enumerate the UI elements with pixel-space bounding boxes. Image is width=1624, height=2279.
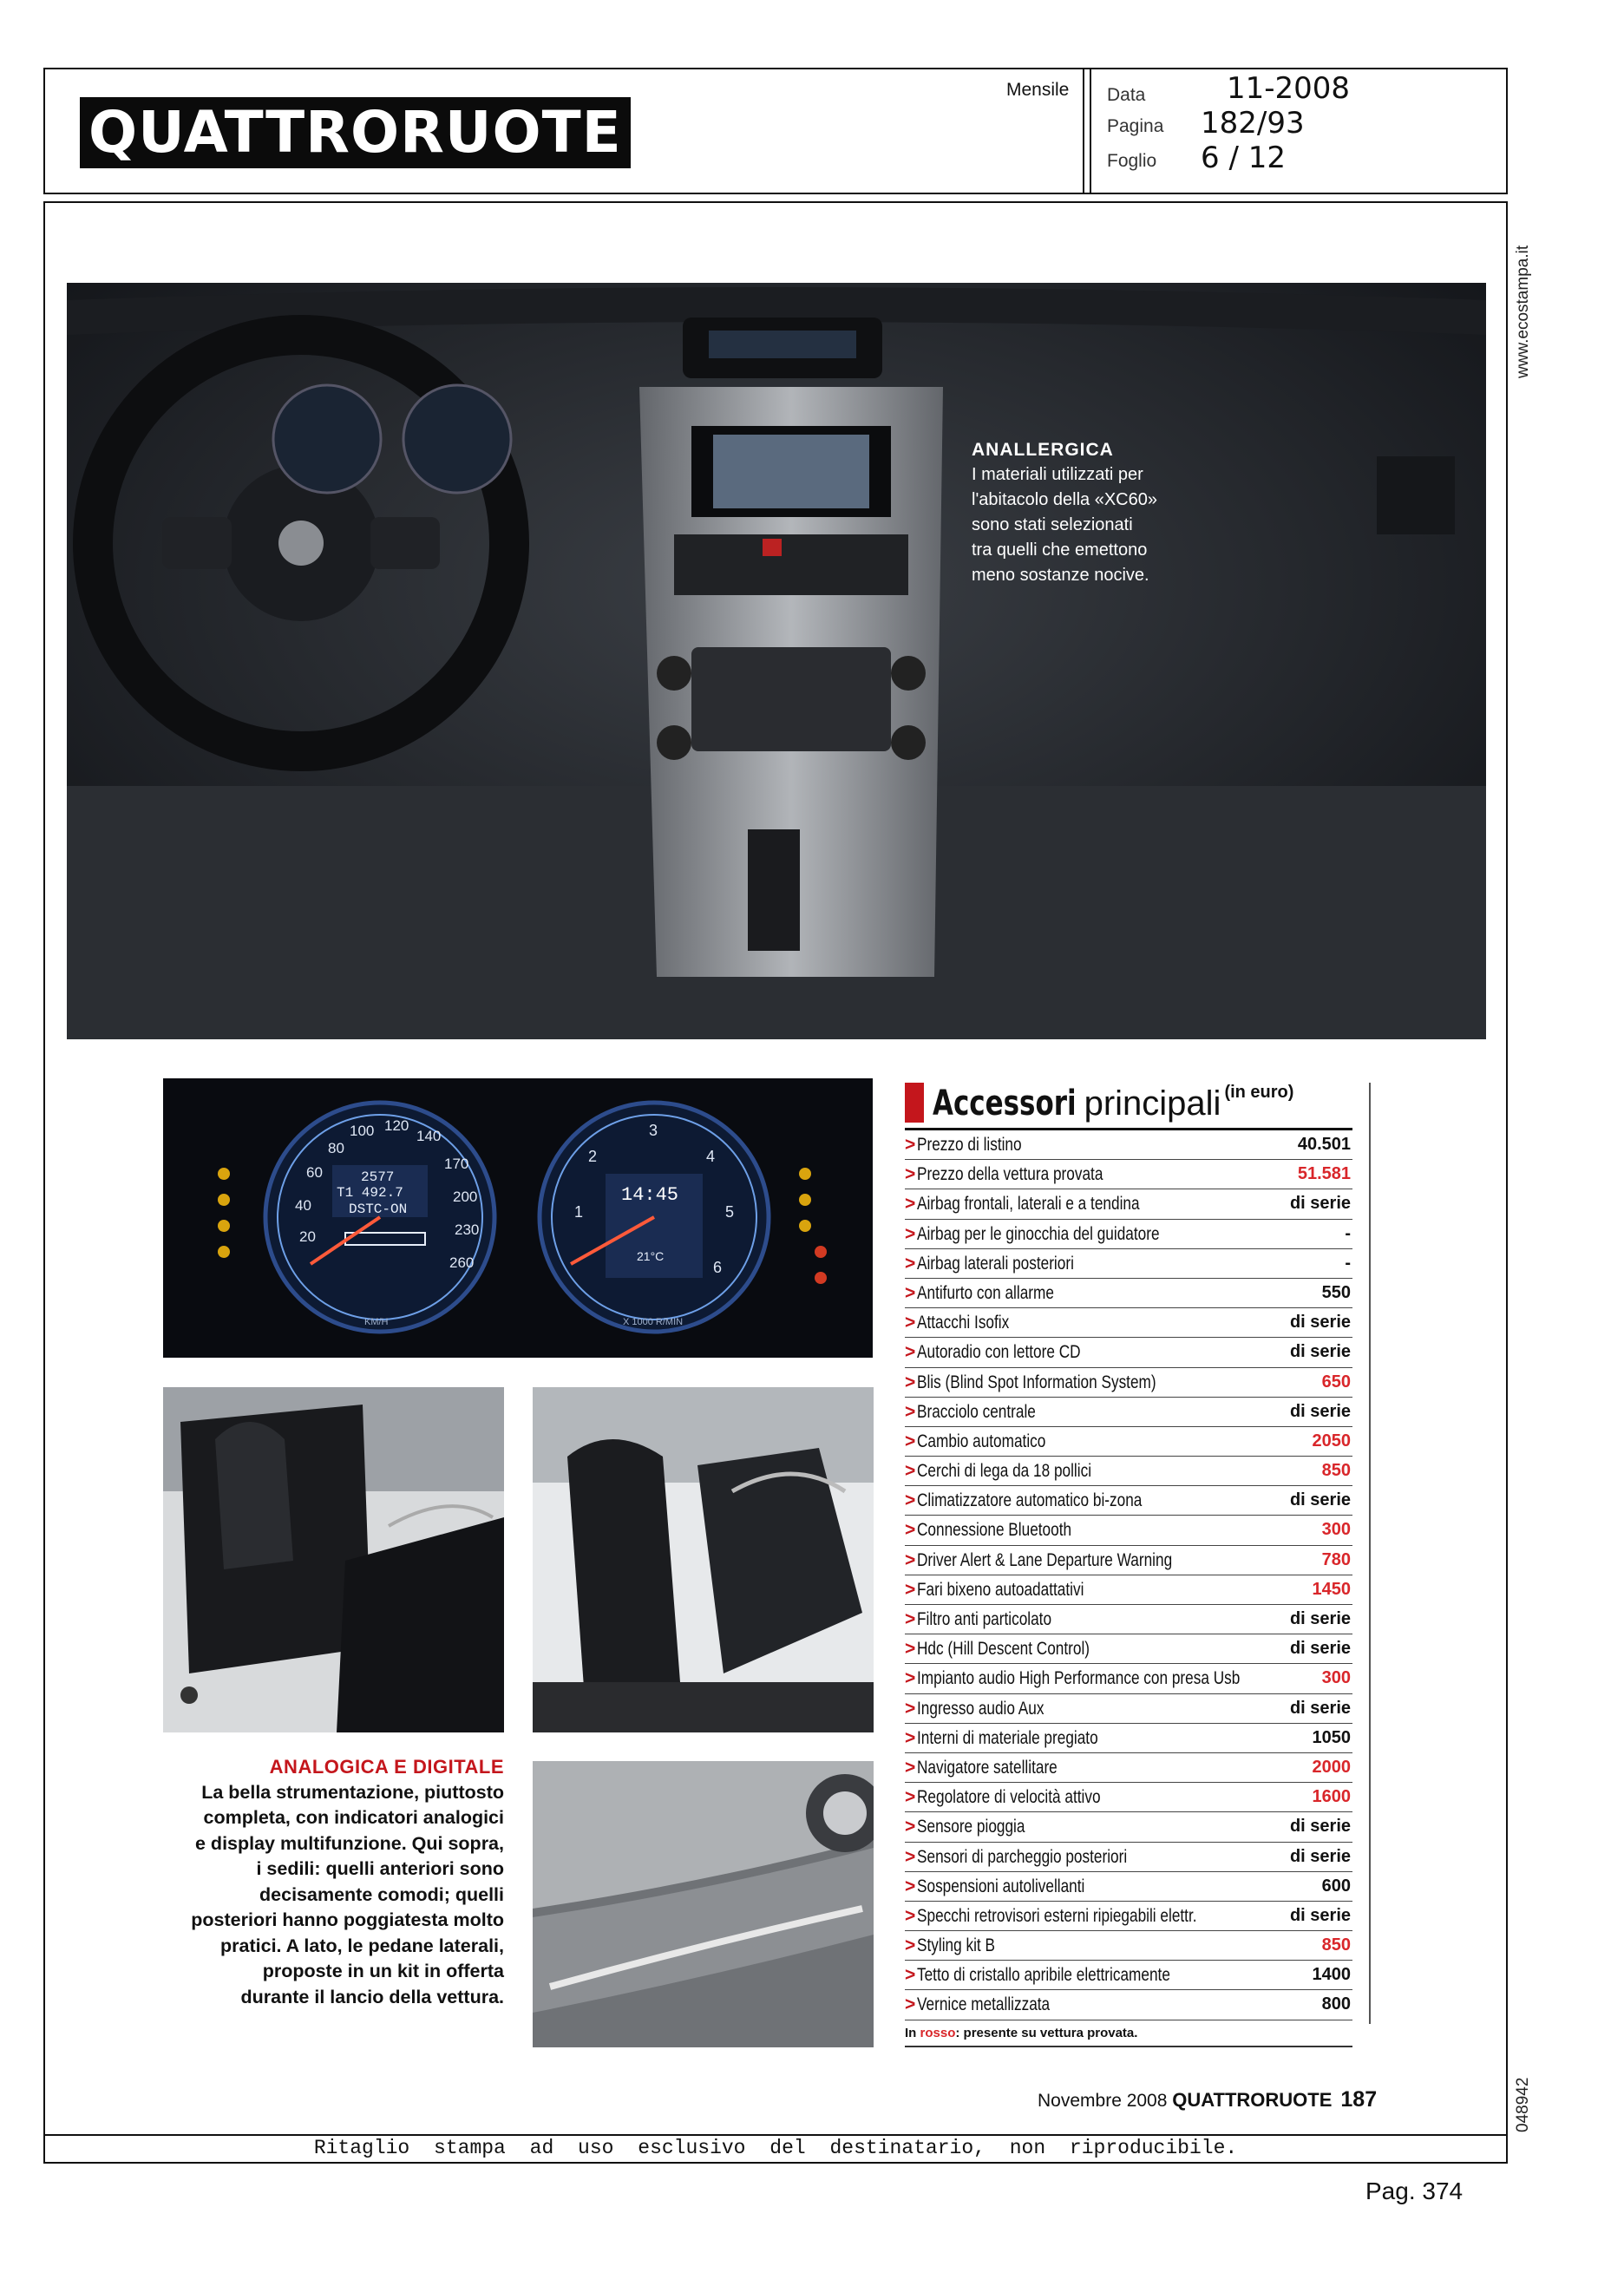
accessory-name: Navigatore satellitare bbox=[917, 1757, 1058, 1778]
side-code-text: 048942 bbox=[1514, 2077, 1532, 2132]
note-red-word: rosso bbox=[920, 2025, 956, 2040]
rpm-label: 1 bbox=[574, 1203, 584, 1221]
row-arrow-icon: > bbox=[905, 1461, 916, 1482]
temperature-display: 21°C bbox=[637, 1249, 665, 1263]
accessory-name: Attacchi Isofix bbox=[917, 1313, 1010, 1333]
speed-label: 140 bbox=[416, 1128, 442, 1144]
row-arrow-icon: > bbox=[905, 1342, 916, 1363]
row-arrow-icon: > bbox=[905, 1965, 916, 1986]
trip-meter: T1 492.7 bbox=[337, 1185, 403, 1201]
side-url-text: www.ecostampa.it bbox=[1514, 245, 1532, 378]
side-code bbox=[1511, 2065, 1534, 2134]
odometer: 2577 bbox=[361, 1169, 395, 1185]
row-arrow-icon: > bbox=[905, 1787, 916, 1808]
row-arrow-icon: > bbox=[905, 1994, 916, 2015]
accessory-row bbox=[905, 1664, 1352, 1693]
rpm-label: 6 bbox=[713, 1259, 723, 1276]
note-prefix: In bbox=[905, 2025, 917, 2040]
title-red-marker bbox=[905, 1083, 924, 1123]
row-arrow-icon: > bbox=[905, 1282, 916, 1303]
row-arrow-icon: > bbox=[905, 1372, 916, 1392]
accessory-price: 850 bbox=[1321, 1461, 1351, 1481]
issue-footer bbox=[1038, 2087, 1377, 2112]
accessory-price: 550 bbox=[1321, 1282, 1351, 1302]
accessory-row bbox=[905, 1961, 1352, 1990]
accessory-name: Airbag laterali posteriori bbox=[917, 1253, 1075, 1274]
page-label: Pagina bbox=[1107, 116, 1164, 136]
accessory-price: 300 bbox=[1321, 1668, 1351, 1688]
accessory-row bbox=[905, 1516, 1352, 1545]
dashboard-caption-line: sono stati selezionati bbox=[972, 515, 1133, 534]
speed-label: 230 bbox=[455, 1221, 480, 1238]
header-divider bbox=[1090, 68, 1091, 194]
speed-label: 170 bbox=[444, 1156, 469, 1172]
row-arrow-icon: > bbox=[905, 1727, 916, 1748]
accessory-row bbox=[905, 1220, 1352, 1249]
accessory-price: di serie bbox=[1289, 1401, 1351, 1421]
accessory-price: di serie bbox=[1289, 1846, 1351, 1866]
sheet-label: Foglio bbox=[1107, 151, 1157, 171]
accessory-price: 600 bbox=[1321, 1876, 1351, 1896]
accessory-row bbox=[905, 1486, 1352, 1516]
row-arrow-icon: > bbox=[905, 1698, 916, 1719]
quattroruote-logo: QUATTRORUOTE bbox=[80, 97, 631, 168]
accessory-name: Tetto di cristallo apribile elettricamente bbox=[917, 1965, 1171, 1986]
side-url bbox=[1511, 215, 1534, 380]
accessory-row bbox=[905, 1338, 1352, 1367]
accessory-name: Airbag frontali, laterali e a tendina bbox=[917, 1194, 1140, 1215]
accessory-name: Antifurto con allarme bbox=[917, 1282, 1055, 1303]
accessory-price: di serie bbox=[1289, 1313, 1351, 1333]
dstc-status: DSTC-ON bbox=[349, 1202, 408, 1217]
issue-month: Novembre 2008 bbox=[1038, 2091, 1168, 2111]
accessories-title-bold: Accessori bbox=[933, 1084, 1077, 1123]
row-arrow-icon: > bbox=[905, 1490, 916, 1511]
accessory-row bbox=[905, 1931, 1352, 1961]
accessory-name: Hdc (Hill Descent Control) bbox=[917, 1639, 1090, 1660]
accessories-note bbox=[905, 2026, 1352, 2040]
dashboard-caption-title: ANALLERGICA bbox=[972, 440, 1114, 460]
accessory-name: Fari bixeno autoadattativi bbox=[917, 1579, 1084, 1600]
front-seats-photo bbox=[533, 1387, 874, 1732]
footer-rule bbox=[43, 2134, 1508, 2136]
instruments-caption-line: proposte in un kit in offerta bbox=[262, 1961, 504, 1981]
issue-page: 187 bbox=[1340, 2087, 1378, 2112]
table-bottom-rule bbox=[905, 2046, 1352, 2047]
accessory-price: di serie bbox=[1289, 1639, 1351, 1659]
row-arrow-icon: > bbox=[905, 1194, 916, 1215]
instruments-caption-line: i sedili: quelli anteriori sono bbox=[256, 1858, 504, 1879]
row-arrow-icon: > bbox=[905, 1520, 916, 1541]
running-board-photo bbox=[533, 1761, 874, 2047]
row-arrow-icon: > bbox=[905, 1817, 916, 1837]
accessory-row bbox=[905, 1160, 1352, 1189]
dashboard-caption bbox=[972, 437, 1232, 588]
accessory-price: di serie bbox=[1289, 1817, 1351, 1837]
instruments-caption-line: La bella strumentazione, piuttosto bbox=[201, 1781, 504, 1803]
accessory-row bbox=[905, 1189, 1352, 1219]
accessory-price: - bbox=[1345, 1223, 1351, 1243]
row-arrow-icon: > bbox=[905, 1223, 916, 1244]
speed-label: 200 bbox=[453, 1189, 478, 1205]
accessory-name: Connessione Bluetooth bbox=[917, 1520, 1072, 1541]
instruments-caption bbox=[161, 1754, 504, 2010]
accessory-price: 51.581 bbox=[1297, 1164, 1351, 1184]
row-arrow-icon: > bbox=[905, 1668, 916, 1689]
instruments-caption-line: durante il lancio della vettura. bbox=[240, 1986, 504, 2007]
accessory-name: Impianto audio High Performance con presa Usb bbox=[917, 1668, 1241, 1689]
speed-label: 60 bbox=[306, 1164, 323, 1181]
accessory-price: 650 bbox=[1321, 1372, 1351, 1392]
rpm-unit: X 1000 R/MIN bbox=[623, 1317, 684, 1327]
accessory-name: Blis (Blind Spot Information System) bbox=[917, 1372, 1156, 1392]
accessories-title bbox=[905, 1083, 1352, 1124]
accessory-row bbox=[905, 1308, 1352, 1338]
accessory-price: di serie bbox=[1289, 1342, 1351, 1362]
accessory-price: 40.501 bbox=[1297, 1135, 1351, 1154]
accessory-name: Prezzo di listino bbox=[917, 1135, 1022, 1155]
accessory-row bbox=[905, 1575, 1352, 1605]
row-arrow-icon: > bbox=[905, 1609, 916, 1629]
speed-label: 100 bbox=[350, 1123, 375, 1139]
table-right-rule bbox=[1369, 1083, 1371, 2024]
page-value: 182/93 bbox=[1201, 106, 1305, 141]
accessory-row bbox=[905, 1605, 1352, 1634]
accessory-price: 1450 bbox=[1312, 1579, 1351, 1599]
accessory-row bbox=[905, 1843, 1352, 1872]
row-arrow-icon: > bbox=[905, 1135, 916, 1155]
accessory-price: - bbox=[1345, 1253, 1351, 1273]
accessory-row bbox=[905, 1279, 1352, 1308]
accessory-name: Autoradio con lettore CD bbox=[917, 1342, 1081, 1363]
accessory-price: 800 bbox=[1321, 1994, 1351, 2014]
accessory-name: Cerchi di lega da 18 pollici bbox=[917, 1461, 1092, 1482]
dashboard-caption-line: l'abitacolo della «XC60» bbox=[972, 490, 1157, 509]
date-value: 11-2008 bbox=[1227, 71, 1351, 106]
accessories-title-light: principali bbox=[1084, 1084, 1221, 1123]
accessory-price: di serie bbox=[1289, 1609, 1351, 1628]
accessory-row bbox=[905, 1427, 1352, 1457]
accessory-row bbox=[905, 1990, 1352, 2020]
row-arrow-icon: > bbox=[905, 1431, 916, 1451]
rpm-label: 4 bbox=[706, 1148, 716, 1165]
accessory-row bbox=[905, 1694, 1352, 1724]
accessory-name: Ingresso audio Aux bbox=[917, 1698, 1044, 1719]
accessory-row bbox=[905, 1249, 1352, 1279]
dashboard-caption-line: meno sostanze nocive. bbox=[972, 566, 1149, 585]
rpm-label: 2 bbox=[588, 1148, 598, 1165]
accessory-row bbox=[905, 1130, 1352, 1160]
accessories-rows bbox=[905, 1130, 1352, 2020]
accessory-row bbox=[905, 1753, 1352, 1783]
speed-label: 80 bbox=[328, 1140, 344, 1156]
accessory-name: Specchi retrovisori esterni ripiegabili elettr. bbox=[917, 1905, 1197, 1926]
accessory-price: di serie bbox=[1289, 1490, 1351, 1510]
accessory-row bbox=[905, 1902, 1352, 1931]
accessory-price: 1400 bbox=[1312, 1965, 1351, 1985]
accessory-name: Sensore pioggia bbox=[917, 1817, 1025, 1837]
instrument-cluster-photo bbox=[163, 1078, 873, 1358]
accessory-price: di serie bbox=[1289, 1194, 1351, 1214]
row-arrow-icon: > bbox=[905, 1876, 916, 1896]
clock-display: 14:45 bbox=[621, 1184, 679, 1206]
footer-note: Ritaglio stampa ad uso esclusivo del destinatario, non riproducibile. bbox=[313, 2137, 1238, 2159]
accessory-name: Filtro anti particolato bbox=[917, 1609, 1052, 1629]
instruments-caption-line: completa, con indicatori analogici bbox=[203, 1807, 504, 1828]
periodicity-label: Mensile bbox=[1006, 80, 1070, 100]
accessory-name: Climatizzatore automatico bi-zona bbox=[917, 1490, 1143, 1511]
row-arrow-icon: > bbox=[905, 1757, 916, 1778]
accessory-name: Regolatore di velocità attivo bbox=[917, 1787, 1101, 1808]
row-arrow-icon: > bbox=[905, 1935, 916, 1956]
page-number: Pag. 374 bbox=[1365, 2177, 1464, 2204]
accessory-name: Styling kit B bbox=[917, 1935, 996, 1956]
accessory-row bbox=[905, 1634, 1352, 1664]
accessory-price: 300 bbox=[1321, 1520, 1351, 1540]
accessories-title-unit: (in euro) bbox=[1224, 1083, 1294, 1102]
note-suffix: : presente su vettura provata. bbox=[955, 2025, 1138, 2040]
row-arrow-icon: > bbox=[905, 1579, 916, 1600]
issue-magazine: QUATTRORUOTE bbox=[1172, 2089, 1333, 2111]
instruments-caption-line: e display multifunzione. Qui sopra, bbox=[195, 1832, 504, 1854]
row-arrow-icon: > bbox=[905, 1401, 916, 1422]
accessory-row bbox=[905, 1724, 1352, 1753]
speed-label: 260 bbox=[449, 1254, 475, 1271]
accessories-table bbox=[905, 1083, 1352, 2047]
accessory-name: Interni di materiale pregiato bbox=[917, 1727, 1098, 1748]
row-arrow-icon: > bbox=[905, 1313, 916, 1333]
date-label: Data bbox=[1107, 85, 1146, 105]
instruments-caption-title: ANALOGICA E DIGITALE bbox=[269, 1756, 504, 1778]
rpm-label: 3 bbox=[649, 1122, 658, 1139]
accessory-price: 2050 bbox=[1312, 1431, 1351, 1451]
row-arrow-icon: > bbox=[905, 1905, 916, 1926]
accessory-name: Sospensioni autolivellanti bbox=[917, 1876, 1085, 1896]
accessory-name: Driver Alert & Lane Departure Warning bbox=[917, 1549, 1173, 1570]
accessory-price: 1050 bbox=[1312, 1727, 1351, 1747]
accessory-name: Vernice metallizzata bbox=[917, 1994, 1051, 2015]
speed-label: 120 bbox=[384, 1117, 409, 1134]
accessory-price: 1600 bbox=[1312, 1787, 1351, 1807]
speed-unit: KM/H bbox=[364, 1317, 389, 1327]
accessory-row bbox=[905, 1398, 1352, 1427]
accessory-row bbox=[905, 1457, 1352, 1486]
row-arrow-icon: > bbox=[905, 1846, 916, 1867]
rear-seats-photo bbox=[163, 1387, 504, 1732]
accessory-price: 780 bbox=[1321, 1549, 1351, 1569]
accessory-row bbox=[905, 1368, 1352, 1398]
accessory-row bbox=[905, 1546, 1352, 1575]
sheet-value: 6 / 12 bbox=[1201, 141, 1286, 175]
accessory-row bbox=[905, 1812, 1352, 1842]
dashboard-caption-line: I materiali utilizzati per bbox=[972, 465, 1143, 484]
row-arrow-icon: > bbox=[905, 1164, 916, 1185]
speed-label: 20 bbox=[299, 1228, 316, 1245]
rpm-label: 5 bbox=[725, 1203, 735, 1221]
row-arrow-icon: > bbox=[905, 1639, 916, 1660]
dashboard-photo bbox=[67, 283, 1486, 1039]
accessory-name: Sensori di parcheggio posteriori bbox=[917, 1846, 1128, 1867]
row-arrow-icon: > bbox=[905, 1549, 916, 1570]
instruments-caption-line: decisamente comodi; quelli bbox=[259, 1883, 504, 1905]
row-arrow-icon: > bbox=[905, 1253, 916, 1274]
accessory-name: Bracciolo centrale bbox=[917, 1401, 1037, 1422]
instruments-caption-line: pratici. A lato, le pedane laterali, bbox=[220, 1935, 504, 1956]
header-divider bbox=[1083, 68, 1084, 194]
instruments-caption-line: posteriori hanno poggiatesta molto bbox=[191, 1909, 504, 1930]
accessory-price: 850 bbox=[1321, 1935, 1351, 1955]
accessory-name: Cambio automatico bbox=[917, 1431, 1046, 1451]
dashboard-caption-line: tra quelli che emettono bbox=[972, 540, 1148, 560]
accessory-price: di serie bbox=[1289, 1905, 1351, 1925]
accessory-name: Airbag per le ginocchia del guidatore bbox=[917, 1223, 1160, 1244]
accessory-price: 2000 bbox=[1312, 1757, 1351, 1777]
accessory-name: Prezzo della vettura provata bbox=[917, 1164, 1103, 1185]
accessory-row bbox=[905, 1872, 1352, 1902]
speed-label: 40 bbox=[295, 1197, 311, 1214]
accessory-price: di serie bbox=[1289, 1698, 1351, 1718]
accessory-row bbox=[905, 1783, 1352, 1812]
